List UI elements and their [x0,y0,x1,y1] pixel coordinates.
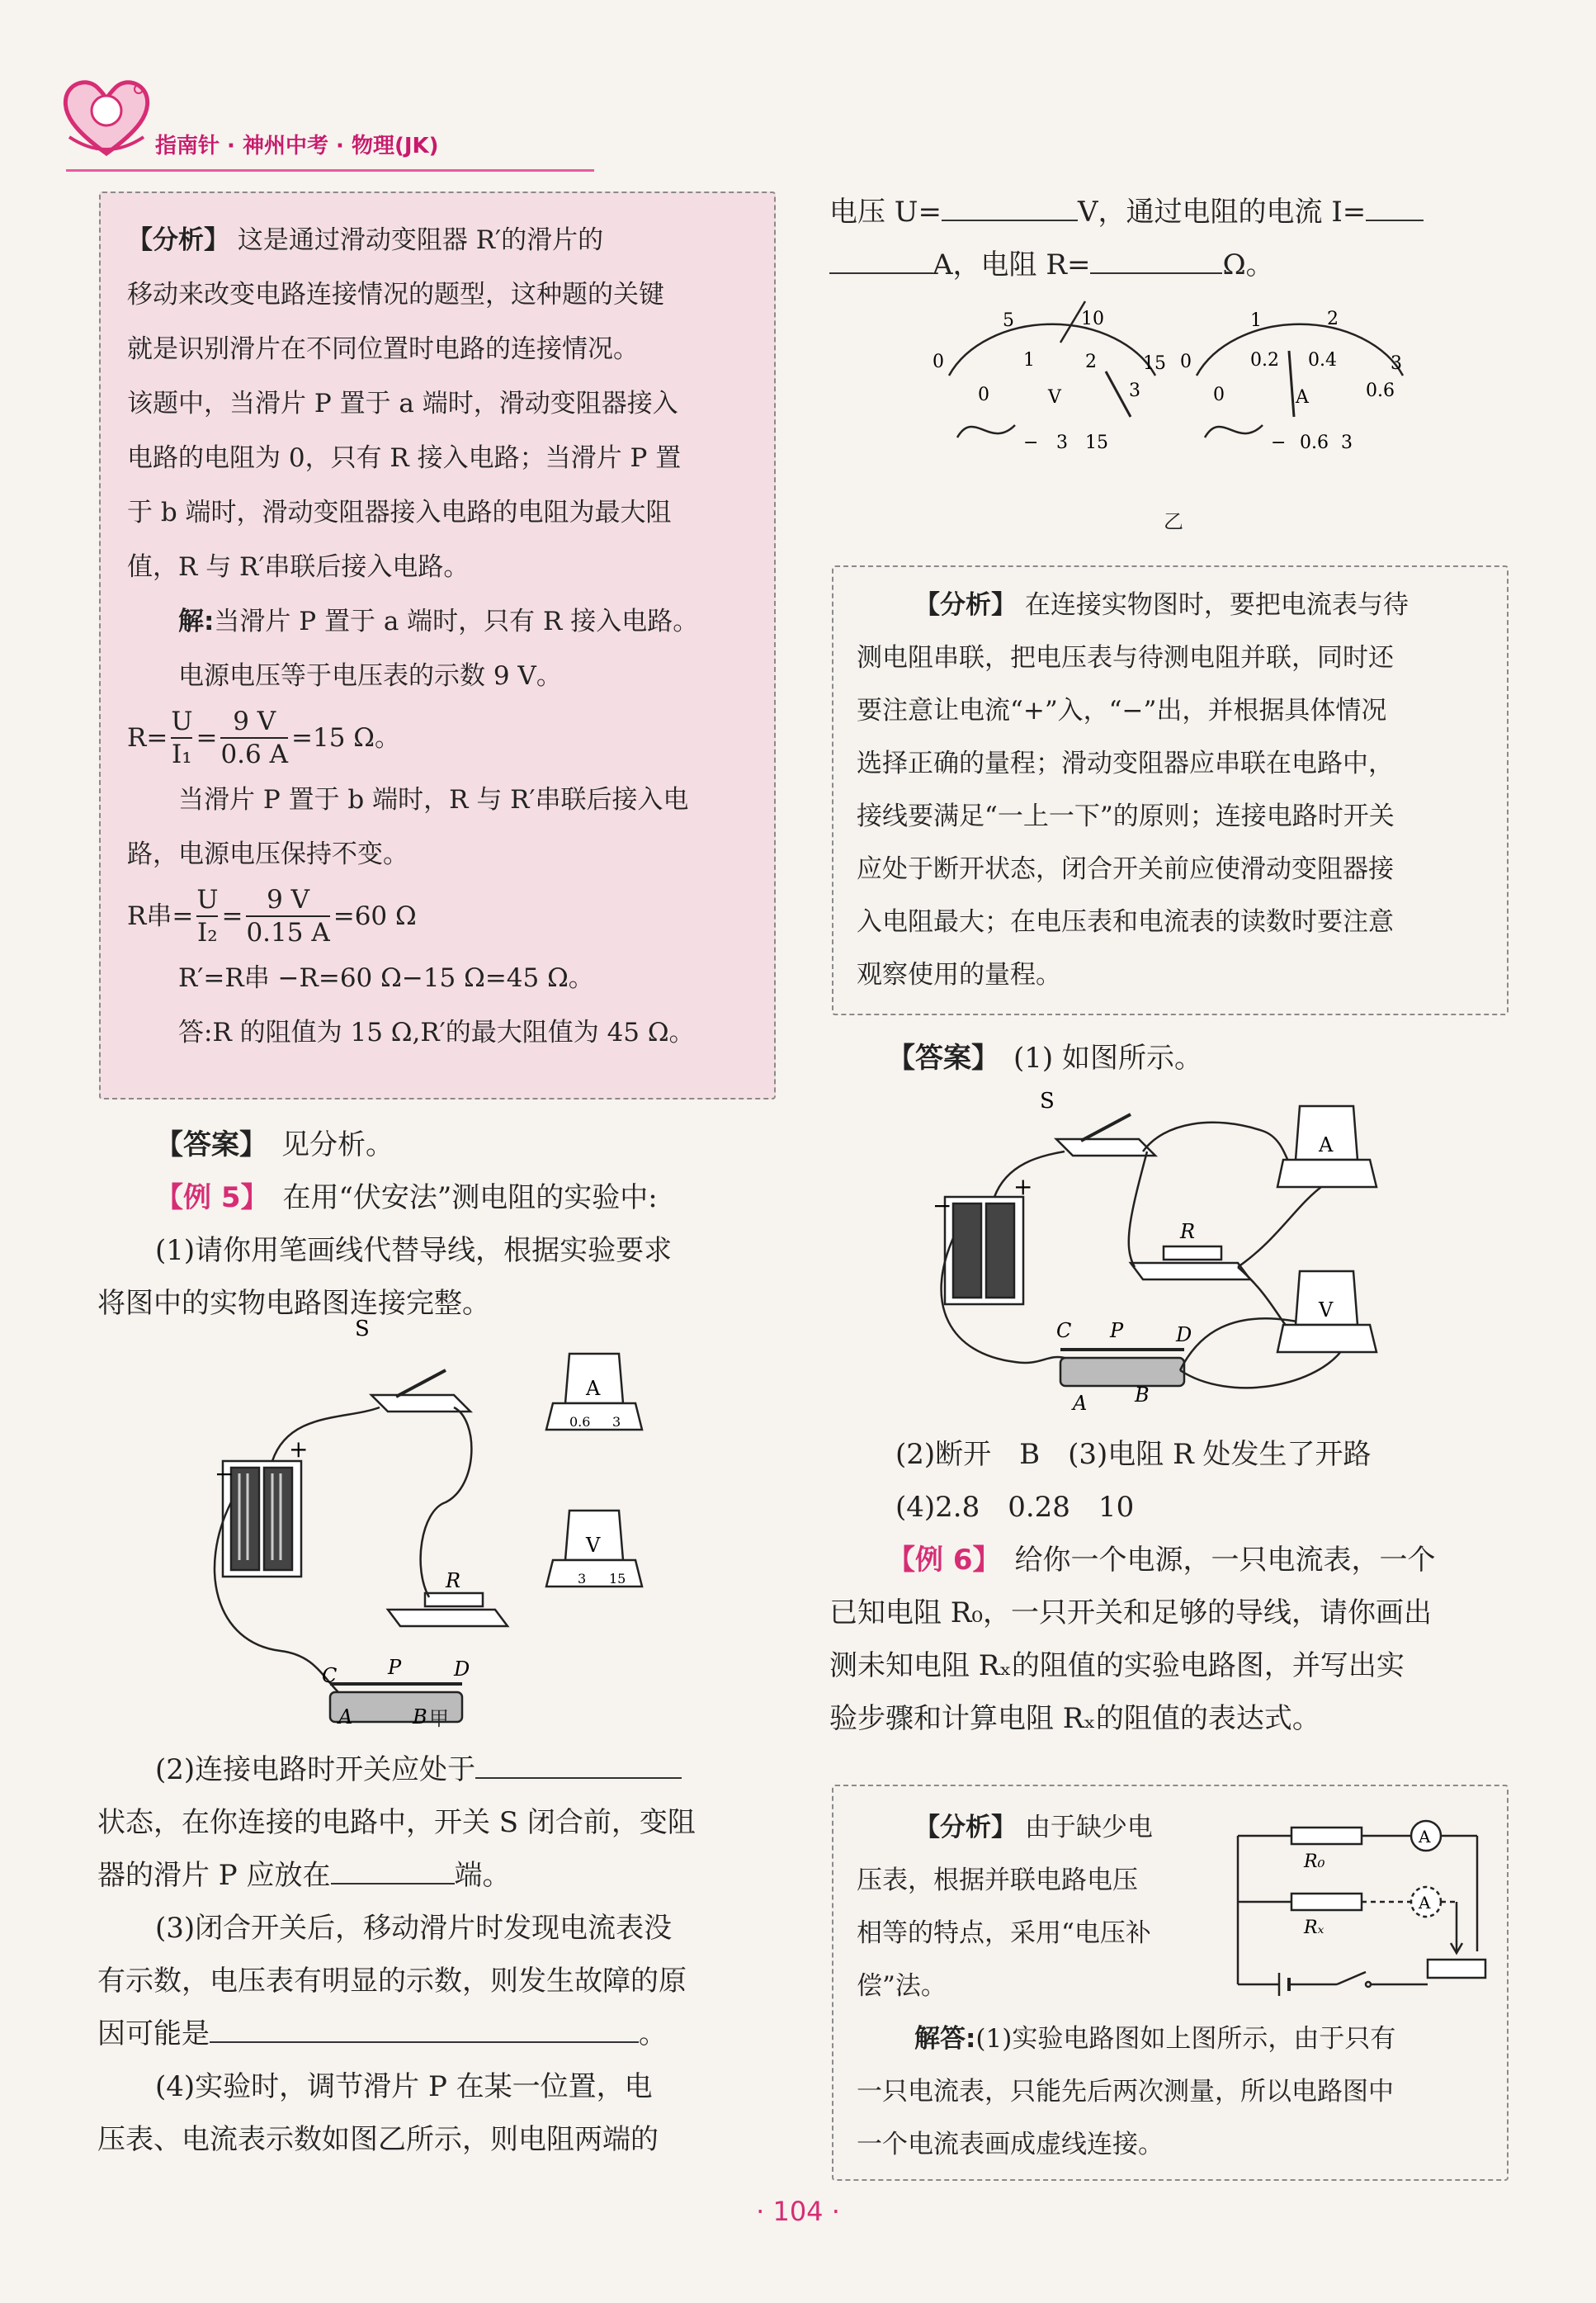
analysis-line: 相等的特点，采用“电压补 [857,1918,1151,1948]
label-p: P [388,1656,402,1679]
analysis-line: 选择正确的量程；滑动变阻器应串联在电路中， [857,749,1394,778]
question-line: 因可能是 。 [97,2017,667,2050]
header-title: 指南针 · 神州中考 · 物理(JK) [155,134,439,158]
voltmeter-terminal: 3 [578,1571,587,1587]
a-tick: 0.4 [1308,350,1337,371]
example-6-line: 测未知电阻 Rₓ的阻值的实验电路图，并写出实 [829,1649,1405,1682]
example-6-line: 已知电阻 R₀，一只开关和足够的导线，请你画出 [829,1596,1433,1629]
solution-line: 路，电源电压保持不变。 [127,839,408,869]
answer-2: 【答案】 (1) 如图所示。 [887,1042,1202,1075]
a-terminal: − [1271,433,1287,453]
answer-blank[interactable] [331,1883,455,1884]
ammeter-symbol-dashed: A [1419,1893,1431,1913]
solution-line: 解答:(1)实验电路图如上图所示，由于只有 [914,2024,1396,2054]
answer-blank[interactable] [210,2041,639,2043]
analysis-line: 【分析】 这是通过滑动变阻器 R′的滑片的 [127,225,604,255]
analysis-tag: 【分析】 [127,225,229,255]
answer-2-heading [829,1032,1514,1085]
current-blank[interactable] [1366,220,1424,221]
analysis-line: 【分析】 由于缺少电 [914,1813,1153,1842]
analysis-line: 入电阻最大；在电压表和电流表的读数时要注意 [857,907,1394,937]
a-symbol: A [1296,387,1309,408]
analysis-line: 要注意让电流“+”入，“−”出，并根据具体情况 [857,696,1387,726]
voltmeter-symbol: V [1319,1298,1334,1322]
v-tick: 0 [978,385,989,405]
question-line: 有示数，电压表有明显的示数，则发生故障的原 [97,1965,687,1998]
label-plus: + [289,1435,309,1463]
analysis-line: 该题中，当滑片 P 置于 a 端时，滑动变阻器接入 [127,389,678,419]
analysis-line: 值，R 与 R′串联后接入电路。 [127,552,470,582]
circuit-figure-jia [206,1317,668,1728]
voltage-blank[interactable] [942,220,1078,221]
question-line: (3)闭合开关后，移动滑片时发现电流表没 [155,1912,673,1945]
label-c: C [322,1664,338,1687]
solution-tag: 解: [178,607,215,636]
page-header [58,73,594,176]
analysis-line: 应处于断开状态，闭合开关前应使滑动变阻器接 [857,854,1394,884]
example-5-intro: 【例 5】 在用“伏安法”测电阻的实验中: [155,1181,658,1214]
voltmeter-terminal: 15 [609,1571,626,1587]
equation-3: R′=R串 −R=60 Ω−15 Ω=45 Ω。 [178,963,594,993]
analysis-line: 观察使用的量程。 [857,960,1061,990]
label-plus: + [1013,1173,1033,1200]
label-a: A [1073,1392,1088,1415]
label-r: R [446,1569,461,1592]
a-tick: 3 [1391,353,1402,374]
question-line: 器的滑片 P 应放在 端。 [97,1859,511,1892]
left-column-text [97,1118,782,1330]
v-terminal: − [1023,433,1039,453]
ammeter-symbol: A [586,1377,601,1400]
analysis-box-2 [832,565,1509,1015]
equation-1: R= $\frac{U}{\text{I₁}}$ = $\frac{9 V}{0.6 A}$ =15 Ω。 [127,707,400,769]
label-c: C [1056,1319,1072,1342]
ammeter-symbol: A [1419,1827,1431,1847]
solution-line: 一只电流表，只能先后两次测量，所以电路图中 [857,2077,1394,2107]
current-blank-cont[interactable] [829,272,933,274]
label-a: A [338,1705,353,1728]
label-d: D [454,1657,470,1681]
label-r0: R₀ [1304,1851,1325,1872]
analysis-line: 就是识别滑片在不同位置时电路的连接情况。 [127,334,639,364]
meters-figure-yi [933,301,1428,475]
example-5-tag: 【例 5】 [155,1181,255,1214]
analysis-line: 于 b 端时，滑动变阻器接入电路的电阻为最大阻 [127,498,672,527]
ammeter-terminal: 0.6 [569,1414,591,1430]
question-line: (4)实验时，调节滑片 P 在某一位置，电 [155,2070,653,2103]
a-tick: 0.2 [1250,350,1279,371]
a-tick: 0 [1213,385,1225,405]
v-tick: 0 [933,352,944,372]
label-s: S [355,1317,370,1341]
v-tick: 2 [1085,352,1097,372]
analysis-line: 【分析】 在连接实物图时，要把电流表与待 [914,590,1409,620]
figure-label-yi: 乙 [1164,510,1183,533]
question-line: (1)请你用笔画线代替导线，根据实验要求 [155,1234,673,1267]
analysis-box-3 [832,1785,1509,2181]
a-tick: 0 [1180,352,1192,372]
v-tick: 5 [1003,310,1014,331]
solution-line: 当滑片 P 置于 b 端时，R 与 R′串联后接入电 [178,785,689,815]
label-b: B [413,1705,427,1728]
answer-blank[interactable] [475,1777,682,1779]
example-6-line: 验步骤和计算电阻 Rₓ的阻值的表达式。 [829,1702,1320,1735]
v-terminal: 15 [1085,433,1108,453]
example-6-tag: 【例 6】 [887,1544,987,1577]
page-number: · 104 · [756,2196,840,2227]
v-tick: 1 [1023,350,1035,371]
analysis-line: 偿”法。 [857,1971,947,2001]
question-line: 电压 U= V，通过电阻的电流 I= [829,186,1514,239]
analysis-line: 接线要满足“一上一下”的原则；连接电路时开关 [857,802,1395,831]
voltmeter-symbol: V [586,1534,601,1557]
equation-2: R串= $\frac{U}{\text{I₂}}$ = $\frac{9 V}{0.15 A}$ =60 Ω [127,885,417,948]
v-tick: 3 [1129,381,1140,401]
analysis-line: 压表，根据并联电路电压 [857,1866,1138,1895]
solution-line: 解:当滑片 P 置于 a 端时，只有 R 接入电路。 [178,607,699,636]
label-minus: − [933,1192,952,1219]
answer-line: 答:R 的阻值为 15 Ω,R′的最大阻值为 45 Ω。 [178,1018,695,1047]
fraction: $\frac{9 V}{0.6 A}$ [220,707,288,769]
question-line: 状态，在你连接的电路中，开关 S 闭合前，变阻 [97,1806,696,1839]
label-d: D [1176,1323,1192,1346]
left-column-questions [97,1743,782,2166]
answer-1: 【答案】 见分析。 [155,1128,394,1161]
question-line: 压表、电流表示数如图乙所示，则电阻两端的 [97,2123,659,2156]
circuit-diagram-r0-rx [1230,1811,1494,2009]
analysis-line: 测电阻串联，把电压表与待测电阻并联，同时还 [857,643,1394,673]
fraction: $\frac{U}{\text{I₂}}$ [196,885,219,948]
v-tick: 10 [1081,309,1104,329]
a-terminal: 0.6 [1300,433,1329,453]
question-line: 将图中的实物电路图连接完整。 [97,1287,490,1320]
answer-line: (2)断开 B (3)电阻 R 处发生了开路 [895,1438,1372,1471]
heart-logo-icon [58,73,155,163]
a-terminal: 3 [1341,433,1353,453]
solution-line: 一个电流表画成虚线连接。 [857,2130,1164,2159]
analysis-line: 移动来改变电路连接情况的题型，这种题的关键 [127,280,664,310]
example-6-line: 【例 6】 给你一个电源，一只电流表，一个 [887,1544,1436,1577]
fraction: $\frac{U}{\text{I₁}}$ [171,707,193,769]
question-line: (2)连接电路时开关应处于 [97,1743,782,1796]
analysis-line: 电路的电阻为 0，只有 R 接入电路；当滑片 P 置 [127,443,682,473]
resistance-blank[interactable] [1090,272,1222,274]
a-tick: 1 [1250,310,1262,331]
a-tick: 2 [1327,309,1339,329]
right-column-top [829,186,1514,291]
answer-line: (4)2.8 0.28 10 [895,1491,1135,1524]
question-line: A，电阻 R= Ω。 [829,239,1514,291]
fraction: $\frac{9 V}{0.15 A}$ [246,885,330,948]
label-p: P [1110,1319,1124,1342]
label-b: B [1135,1383,1150,1407]
v-tick: 15 [1143,353,1166,374]
header-divider [66,169,594,172]
label-r: R [1180,1220,1196,1243]
label-minus: − [215,1460,234,1487]
label-s: S [1040,1089,1055,1114]
analysis-box-1 [99,192,776,1099]
figure-label-jia: 甲 [429,1707,449,1730]
answer-2-text [829,1428,1514,1745]
v-symbol: V [1048,387,1061,408]
circuit-figure-answer [933,1090,1411,1436]
v-terminal: 3 [1056,433,1068,453]
ammeter-symbol: A [1319,1133,1334,1156]
ammeter-terminal: 3 [612,1414,621,1430]
solution-line: 电源电压等于电压表的示数 9 V。 [178,661,562,691]
a-tick: 0.6 [1366,381,1395,401]
label-rx: Rₓ [1304,1918,1324,1938]
